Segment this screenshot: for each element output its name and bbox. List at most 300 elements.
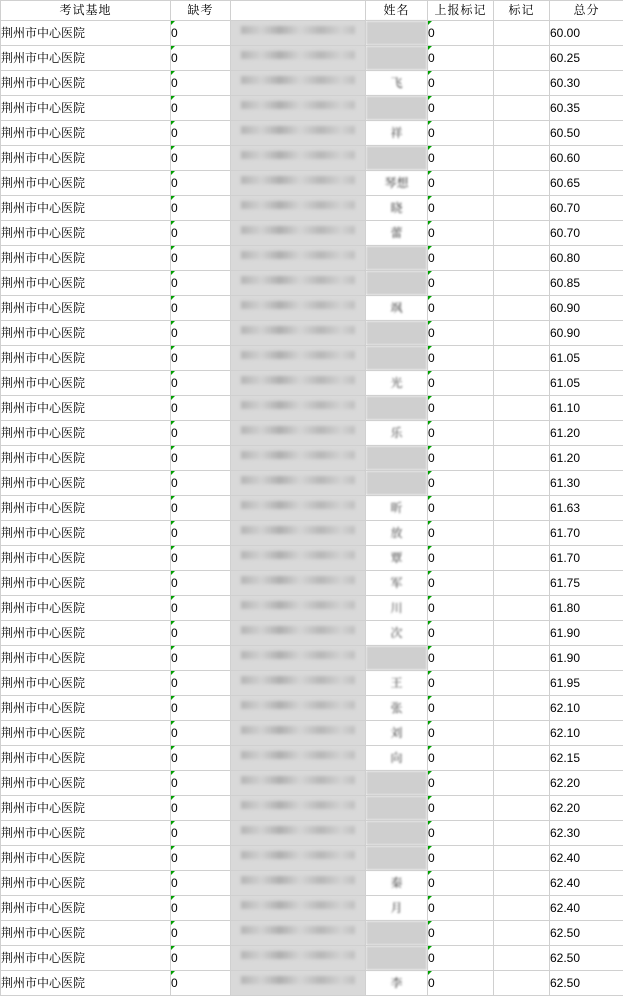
cell-total-score[interactable]: 62.50 [550, 921, 623, 946]
cell-redacted[interactable] [231, 471, 366, 496]
cell-report-flag[interactable]: 0 [428, 121, 494, 146]
cell-name[interactable] [366, 21, 428, 46]
cell-absent-flag[interactable]: 0 [171, 296, 231, 321]
cell-name[interactable] [366, 821, 428, 846]
cell-mark[interactable] [494, 446, 550, 471]
cell-absent-flag[interactable]: 0 [171, 21, 231, 46]
cell-redacted[interactable] [231, 271, 366, 296]
cell-name[interactable] [366, 946, 428, 971]
cell-report-flag[interactable]: 0 [428, 471, 494, 496]
cell-exam-base[interactable]: 荆州市中心医院 [1, 346, 171, 371]
cell-mark[interactable] [494, 621, 550, 646]
column-header-absent[interactable]: 缺考 [171, 1, 231, 21]
table-row[interactable] [1, 296, 623, 321]
table-row[interactable] [1, 196, 623, 221]
table-row[interactable] [1, 896, 623, 921]
table-row[interactable] [1, 496, 623, 521]
cell-total-score[interactable]: 61.05 [550, 346, 623, 371]
cell-absent-flag[interactable]: 0 [171, 146, 231, 171]
cell-mark[interactable] [494, 396, 550, 421]
table-row[interactable] [1, 621, 623, 646]
cell-redacted[interactable] [231, 146, 366, 171]
cell-name[interactable]: 李 [366, 971, 428, 996]
cell-exam-base[interactable]: 荆州市中心医院 [1, 396, 171, 421]
cell-redacted[interactable] [231, 121, 366, 146]
cell-name[interactable] [366, 321, 428, 346]
cell-total-score[interactable]: 61.05 [550, 371, 623, 396]
cell-report-flag[interactable]: 0 [428, 821, 494, 846]
cell-redacted[interactable] [231, 421, 366, 446]
cell-name[interactable] [366, 846, 428, 871]
cell-mark[interactable] [494, 196, 550, 221]
cell-mark[interactable] [494, 846, 550, 871]
cell-report-flag[interactable]: 0 [428, 921, 494, 946]
cell-absent-flag[interactable]: 0 [171, 871, 231, 896]
cell-name[interactable] [366, 346, 428, 371]
table-row[interactable] [1, 121, 623, 146]
cell-report-flag[interactable]: 0 [428, 246, 494, 271]
cell-total-score[interactable]: 61.63 [550, 496, 623, 521]
table-row[interactable] [1, 646, 623, 671]
cell-mark[interactable] [494, 921, 550, 946]
table-row[interactable] [1, 521, 623, 546]
cell-mark[interactable] [494, 746, 550, 771]
cell-absent-flag[interactable]: 0 [171, 921, 231, 946]
cell-absent-flag[interactable]: 0 [171, 271, 231, 296]
cell-redacted[interactable] [231, 771, 366, 796]
cell-total-score[interactable]: 60.70 [550, 221, 623, 246]
cell-exam-base[interactable]: 荆州市中心医院 [1, 96, 171, 121]
cell-mark[interactable] [494, 221, 550, 246]
cell-name[interactable]: 晓 [366, 196, 428, 221]
cell-mark[interactable] [494, 821, 550, 846]
cell-exam-base[interactable]: 荆州市中心医院 [1, 696, 171, 721]
cell-report-flag[interactable]: 0 [428, 771, 494, 796]
cell-total-score[interactable]: 62.40 [550, 871, 623, 896]
cell-report-flag[interactable]: 0 [428, 371, 494, 396]
cell-absent-flag[interactable]: 0 [171, 421, 231, 446]
cell-mark[interactable] [494, 421, 550, 446]
cell-absent-flag[interactable]: 0 [171, 621, 231, 646]
table-row[interactable] [1, 146, 623, 171]
cell-report-flag[interactable]: 0 [428, 946, 494, 971]
table-row[interactable] [1, 321, 623, 346]
cell-report-flag[interactable]: 0 [428, 171, 494, 196]
cell-name[interactable]: 军 [366, 571, 428, 596]
cell-total-score[interactable]: 60.30 [550, 71, 623, 96]
cell-exam-base[interactable]: 荆州市中心医院 [1, 596, 171, 621]
cell-absent-flag[interactable]: 0 [171, 46, 231, 71]
table-row[interactable] [1, 596, 623, 621]
cell-exam-base[interactable]: 荆州市中心医院 [1, 721, 171, 746]
cell-exam-base[interactable]: 荆州市中心医院 [1, 971, 171, 996]
table-row[interactable] [1, 546, 623, 571]
cell-name[interactable]: 蕾 [366, 221, 428, 246]
cell-exam-base[interactable]: 荆州市中心医院 [1, 771, 171, 796]
cell-redacted[interactable] [231, 46, 366, 71]
cell-exam-base[interactable]: 荆州市中心医院 [1, 421, 171, 446]
cell-mark[interactable] [494, 646, 550, 671]
cell-total-score[interactable]: 62.20 [550, 771, 623, 796]
cell-redacted[interactable] [231, 696, 366, 721]
cell-redacted[interactable] [231, 446, 366, 471]
table-row[interactable] [1, 396, 623, 421]
cell-exam-base[interactable]: 荆州市中心医院 [1, 271, 171, 296]
cell-mark[interactable] [494, 146, 550, 171]
cell-name[interactable]: 乐 [366, 421, 428, 446]
table-row[interactable] [1, 571, 623, 596]
cell-total-score[interactable]: 62.10 [550, 721, 623, 746]
cell-redacted[interactable] [231, 871, 366, 896]
cell-total-score[interactable]: 62.50 [550, 971, 623, 996]
cell-report-flag[interactable]: 0 [428, 571, 494, 596]
cell-mark[interactable] [494, 346, 550, 371]
column-header-report[interactable]: 上报标记 [428, 1, 494, 21]
cell-redacted[interactable] [231, 21, 366, 46]
table-row[interactable] [1, 796, 623, 821]
cell-report-flag[interactable]: 0 [428, 871, 494, 896]
cell-mark[interactable] [494, 871, 550, 896]
cell-total-score[interactable]: 60.60 [550, 146, 623, 171]
table-row[interactable] [1, 846, 623, 871]
cell-total-score[interactable]: 61.75 [550, 571, 623, 596]
cell-mark[interactable] [494, 121, 550, 146]
cell-total-score[interactable]: 62.15 [550, 746, 623, 771]
cell-report-flag[interactable]: 0 [428, 321, 494, 346]
table-row[interactable] [1, 246, 623, 271]
table-body[interactable] [1, 21, 623, 996]
cell-report-flag[interactable]: 0 [428, 896, 494, 921]
cell-absent-flag[interactable]: 0 [171, 971, 231, 996]
cell-name[interactable]: 昕 [366, 496, 428, 521]
cell-absent-flag[interactable]: 0 [171, 446, 231, 471]
cell-total-score[interactable]: 60.70 [550, 196, 623, 221]
cell-exam-base[interactable]: 荆州市中心医院 [1, 471, 171, 496]
cell-exam-base[interactable]: 荆州市中心医院 [1, 546, 171, 571]
cell-mark[interactable] [494, 496, 550, 521]
cell-report-flag[interactable]: 0 [428, 496, 494, 521]
cell-absent-flag[interactable]: 0 [171, 896, 231, 921]
cell-mark[interactable] [494, 546, 550, 571]
cell-name[interactable]: 月 [366, 896, 428, 921]
cell-absent-flag[interactable]: 0 [171, 321, 231, 346]
column-header-total[interactable]: 总分 [550, 1, 623, 21]
cell-absent-flag[interactable]: 0 [171, 121, 231, 146]
cell-name[interactable]: 秦 [366, 871, 428, 896]
cell-redacted[interactable] [231, 546, 366, 571]
cell-total-score[interactable]: 60.90 [550, 296, 623, 321]
cell-name[interactable] [366, 96, 428, 121]
table-row[interactable] [1, 721, 623, 746]
cell-mark[interactable] [494, 696, 550, 721]
cell-mark[interactable] [494, 246, 550, 271]
cell-redacted[interactable] [231, 571, 366, 596]
cell-redacted[interactable] [231, 846, 366, 871]
cell-redacted[interactable] [231, 971, 366, 996]
cell-exam-base[interactable]: 荆州市中心医院 [1, 21, 171, 46]
cell-name[interactable] [366, 796, 428, 821]
cell-total-score[interactable]: 62.40 [550, 896, 623, 921]
cell-exam-base[interactable]: 荆州市中心医院 [1, 296, 171, 321]
cell-absent-flag[interactable]: 0 [171, 671, 231, 696]
cell-exam-base[interactable]: 荆州市中心医院 [1, 196, 171, 221]
cell-mark[interactable] [494, 521, 550, 546]
cell-name[interactable] [366, 271, 428, 296]
cell-exam-base[interactable]: 荆州市中心医院 [1, 646, 171, 671]
table-row[interactable] [1, 446, 623, 471]
cell-exam-base[interactable]: 荆州市中心医院 [1, 46, 171, 71]
table-row[interactable] [1, 346, 623, 371]
cell-absent-flag[interactable]: 0 [171, 521, 231, 546]
cell-report-flag[interactable]: 0 [428, 796, 494, 821]
cell-name[interactable]: 张 [366, 696, 428, 721]
cell-exam-base[interactable]: 荆州市中心医院 [1, 571, 171, 596]
cell-absent-flag[interactable]: 0 [171, 821, 231, 846]
cell-mark[interactable] [494, 321, 550, 346]
cell-redacted[interactable] [231, 346, 366, 371]
cell-mark[interactable] [494, 471, 550, 496]
cell-absent-flag[interactable]: 0 [171, 746, 231, 771]
cell-name[interactable]: 飒 [366, 296, 428, 321]
cell-report-flag[interactable]: 0 [428, 421, 494, 446]
table-row[interactable] [1, 71, 623, 96]
cell-name[interactable] [366, 396, 428, 421]
cell-report-flag[interactable]: 0 [428, 971, 494, 996]
cell-report-flag[interactable]: 0 [428, 146, 494, 171]
cell-name[interactable] [366, 246, 428, 271]
cell-redacted[interactable] [231, 946, 366, 971]
cell-report-flag[interactable]: 0 [428, 271, 494, 296]
cell-absent-flag[interactable]: 0 [171, 796, 231, 821]
cell-name[interactable]: 祥 [366, 121, 428, 146]
cell-exam-base[interactable]: 荆州市中心医院 [1, 371, 171, 396]
cell-absent-flag[interactable]: 0 [171, 771, 231, 796]
cell-name[interactable]: 光 [366, 371, 428, 396]
cell-redacted[interactable] [231, 371, 366, 396]
cell-mark[interactable] [494, 571, 550, 596]
cell-report-flag[interactable]: 0 [428, 621, 494, 646]
cell-exam-base[interactable]: 荆州市中心医院 [1, 871, 171, 896]
cell-exam-base[interactable]: 荆州市中心医院 [1, 496, 171, 521]
cell-total-score[interactable]: 61.80 [550, 596, 623, 621]
cell-mark[interactable] [494, 271, 550, 296]
cell-redacted[interactable] [231, 796, 366, 821]
cell-exam-base[interactable]: 荆州市中心医院 [1, 946, 171, 971]
table-row[interactable] [1, 746, 623, 771]
cell-redacted[interactable] [231, 596, 366, 621]
table-row[interactable] [1, 271, 623, 296]
cell-name[interactable]: 川 [366, 596, 428, 621]
cell-mark[interactable] [494, 46, 550, 71]
cell-name[interactable] [366, 471, 428, 496]
cell-absent-flag[interactable]: 0 [171, 546, 231, 571]
cell-absent-flag[interactable]: 0 [171, 346, 231, 371]
cell-exam-base[interactable]: 荆州市中心医院 [1, 521, 171, 546]
table-row[interactable] [1, 96, 623, 121]
table-row[interactable] [1, 871, 623, 896]
table-row[interactable] [1, 171, 623, 196]
cell-total-score[interactable]: 62.50 [550, 946, 623, 971]
cell-name[interactable]: 飞 [366, 71, 428, 96]
cell-exam-base[interactable]: 荆州市中心医院 [1, 146, 171, 171]
cell-redacted[interactable] [231, 821, 366, 846]
cell-total-score[interactable]: 60.80 [550, 246, 623, 271]
cell-name[interactable]: 刘 [366, 721, 428, 746]
cell-total-score[interactable]: 61.90 [550, 621, 623, 646]
cell-exam-base[interactable]: 荆州市中心医院 [1, 846, 171, 871]
cell-absent-flag[interactable]: 0 [171, 196, 231, 221]
cell-report-flag[interactable]: 0 [428, 446, 494, 471]
cell-redacted[interactable] [231, 496, 366, 521]
table-row[interactable] [1, 421, 623, 446]
cell-exam-base[interactable]: 荆州市中心医院 [1, 821, 171, 846]
cell-mark[interactable] [494, 296, 550, 321]
cell-redacted[interactable] [231, 296, 366, 321]
cell-redacted[interactable] [231, 746, 366, 771]
cell-mark[interactable] [494, 171, 550, 196]
table-row[interactable] [1, 696, 623, 721]
cell-exam-base[interactable]: 荆州市中心医院 [1, 221, 171, 246]
table-row[interactable] [1, 946, 623, 971]
cell-total-score[interactable]: 62.40 [550, 846, 623, 871]
cell-exam-base[interactable]: 荆州市中心医院 [1, 321, 171, 346]
cell-total-score[interactable]: 60.50 [550, 121, 623, 146]
cell-mark[interactable] [494, 946, 550, 971]
cell-mark[interactable] [494, 371, 550, 396]
cell-report-flag[interactable]: 0 [428, 596, 494, 621]
cell-redacted[interactable] [231, 196, 366, 221]
cell-name[interactable] [366, 146, 428, 171]
cell-mark[interactable] [494, 21, 550, 46]
cell-exam-base[interactable]: 荆州市中心医院 [1, 671, 171, 696]
cell-name[interactable]: 放 [366, 521, 428, 546]
table-row[interactable] [1, 46, 623, 71]
column-header-base[interactable]: 考试基地 [1, 1, 171, 21]
cell-report-flag[interactable]: 0 [428, 746, 494, 771]
cell-report-flag[interactable]: 0 [428, 346, 494, 371]
cell-redacted[interactable] [231, 721, 366, 746]
cell-report-flag[interactable]: 0 [428, 846, 494, 871]
cell-name[interactable]: 琴想 [366, 171, 428, 196]
cell-exam-base[interactable]: 荆州市中心医院 [1, 896, 171, 921]
cell-report-flag[interactable]: 0 [428, 696, 494, 721]
cell-report-flag[interactable]: 0 [428, 721, 494, 746]
cell-report-flag[interactable]: 0 [428, 221, 494, 246]
cell-total-score[interactable]: 60.65 [550, 171, 623, 196]
cell-redacted[interactable] [231, 96, 366, 121]
cell-total-score[interactable]: 60.00 [550, 21, 623, 46]
cell-absent-flag[interactable]: 0 [171, 396, 231, 421]
cell-total-score[interactable]: 61.10 [550, 396, 623, 421]
cell-mark[interactable] [494, 596, 550, 621]
cell-name[interactable] [366, 446, 428, 471]
cell-redacted[interactable] [231, 221, 366, 246]
cell-exam-base[interactable]: 荆州市中心医院 [1, 921, 171, 946]
cell-redacted[interactable] [231, 671, 366, 696]
cell-total-score[interactable]: 62.20 [550, 796, 623, 821]
cell-name[interactable]: 覃 [366, 546, 428, 571]
cell-total-score[interactable]: 61.70 [550, 521, 623, 546]
cell-total-score[interactable]: 61.95 [550, 671, 623, 696]
cell-name[interactable]: 向 [366, 746, 428, 771]
table-row[interactable] [1, 21, 623, 46]
cell-absent-flag[interactable]: 0 [171, 246, 231, 271]
cell-mark[interactable] [494, 796, 550, 821]
cell-absent-flag[interactable]: 0 [171, 846, 231, 871]
cell-absent-flag[interactable]: 0 [171, 71, 231, 96]
cell-exam-base[interactable]: 荆州市中心医院 [1, 71, 171, 96]
cell-exam-base[interactable]: 荆州市中心医院 [1, 446, 171, 471]
cell-redacted[interactable] [231, 171, 366, 196]
cell-absent-flag[interactable]: 0 [171, 596, 231, 621]
cell-exam-base[interactable]: 荆州市中心医院 [1, 171, 171, 196]
table-row[interactable] [1, 921, 623, 946]
cell-redacted[interactable] [231, 896, 366, 921]
cell-absent-flag[interactable]: 0 [171, 171, 231, 196]
cell-name[interactable] [366, 46, 428, 71]
cell-report-flag[interactable]: 0 [428, 196, 494, 221]
cell-report-flag[interactable]: 0 [428, 396, 494, 421]
cell-total-score[interactable]: 61.90 [550, 646, 623, 671]
cell-report-flag[interactable]: 0 [428, 521, 494, 546]
cell-report-flag[interactable]: 0 [428, 671, 494, 696]
cell-total-score[interactable]: 62.10 [550, 696, 623, 721]
cell-name[interactable] [366, 771, 428, 796]
cell-redacted[interactable] [231, 521, 366, 546]
column-header-hidden[interactable] [231, 1, 366, 21]
cell-redacted[interactable] [231, 321, 366, 346]
cell-report-flag[interactable]: 0 [428, 546, 494, 571]
cell-redacted[interactable] [231, 396, 366, 421]
table-row[interactable] [1, 771, 623, 796]
cell-name[interactable] [366, 921, 428, 946]
cell-redacted[interactable] [231, 71, 366, 96]
cell-report-flag[interactable]: 0 [428, 71, 494, 96]
cell-name[interactable]: 次 [366, 621, 428, 646]
table-row[interactable] [1, 471, 623, 496]
cell-name[interactable]: 王 [366, 671, 428, 696]
cell-report-flag[interactable]: 0 [428, 296, 494, 321]
cell-total-score[interactable]: 60.35 [550, 96, 623, 121]
table-row[interactable] [1, 371, 623, 396]
cell-total-score[interactable]: 60.85 [550, 271, 623, 296]
cell-absent-flag[interactable]: 0 [171, 496, 231, 521]
cell-absent-flag[interactable]: 0 [171, 721, 231, 746]
cell-mark[interactable] [494, 771, 550, 796]
table-row[interactable] [1, 221, 623, 246]
cell-absent-flag[interactable]: 0 [171, 471, 231, 496]
cell-mark[interactable] [494, 721, 550, 746]
cell-report-flag[interactable]: 0 [428, 21, 494, 46]
cell-total-score[interactable]: 62.30 [550, 821, 623, 846]
cell-total-score[interactable]: 60.90 [550, 321, 623, 346]
column-header-name[interactable]: 姓名 [366, 1, 428, 21]
column-header-mark[interactable]: 标记 [494, 1, 550, 21]
cell-exam-base[interactable]: 荆州市中心医院 [1, 246, 171, 271]
cell-redacted[interactable] [231, 621, 366, 646]
cell-mark[interactable] [494, 971, 550, 996]
cell-absent-flag[interactable]: 0 [171, 221, 231, 246]
cell-mark[interactable] [494, 896, 550, 921]
cell-report-flag[interactable]: 0 [428, 46, 494, 71]
cell-absent-flag[interactable]: 0 [171, 371, 231, 396]
cell-mark[interactable] [494, 96, 550, 121]
cell-absent-flag[interactable]: 0 [171, 646, 231, 671]
table-row[interactable] [1, 971, 623, 996]
cell-total-score[interactable]: 61.20 [550, 421, 623, 446]
cell-redacted[interactable] [231, 921, 366, 946]
cell-absent-flag[interactable]: 0 [171, 571, 231, 596]
